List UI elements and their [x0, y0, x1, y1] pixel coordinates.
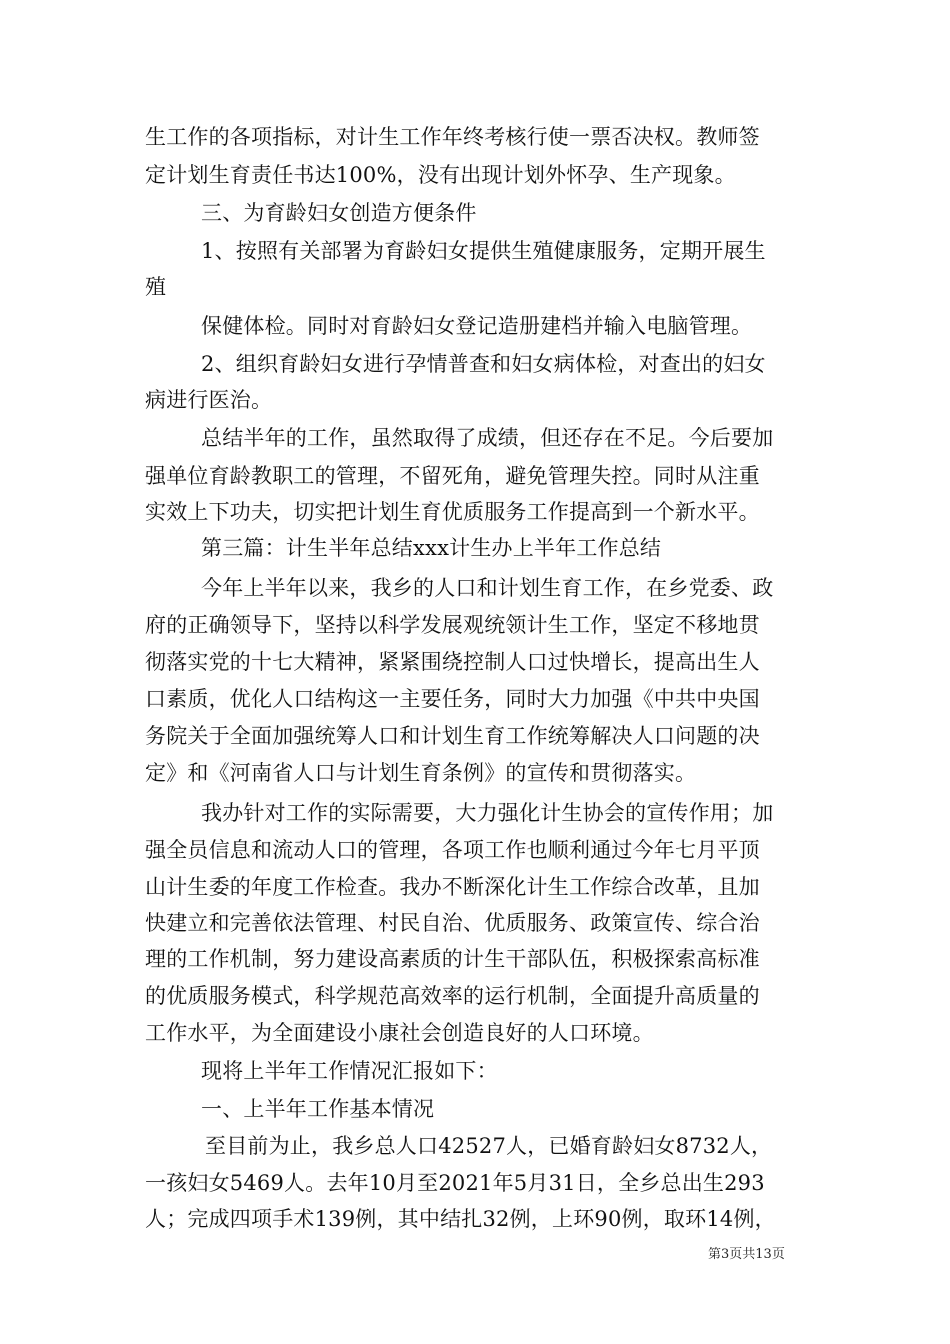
text-line: 强单位育龄教职工的管理，不留死角，避免管理失控。同时从注重 [145, 464, 760, 488]
text-line: 府的正确领导下，坚持以科学发展观统领计生工作，坚定不移地贯 [145, 613, 760, 637]
text-line: 定计划生育责任书达100%，没有出现计划外怀孕、生产现象。 [145, 163, 736, 187]
text-line: 2、组织育龄妇女进行孕情普查和妇女病体检，对查出的妇女 [201, 352, 766, 376]
text-line: 理的工作机制，努力建设高素质的计生干部队伍，积极探索高标准 [145, 947, 760, 971]
text-line: 人；完成四项手术139例，其中结扎32例，上环90例，取环14例， [145, 1207, 776, 1231]
text-line: 生工作的各项指标，对计生工作年终考核行使一票否决权。教师签 [145, 125, 760, 149]
section-heading: 三、为育龄妇女创造方便条件 [201, 201, 477, 225]
text-line: 殖 [145, 275, 167, 299]
text-line: 的优质服务模式，科学规范高效率的运行机制，全面提升高质量的 [145, 984, 760, 1008]
text-line: 工作水平，为全面建设小康社会创造良好的人口环境。 [145, 1021, 654, 1045]
text-line: 我办针对工作的实际需要，大力强化计生协会的宣传作用；加 [201, 801, 774, 825]
text-line: 保健体检。同时对育龄妇女登记造册建档并输入电脑管理。 [201, 314, 753, 338]
page-number: 第3页共13页 [708, 1247, 785, 1262]
section-heading: 一、上半年工作基本情况 [201, 1097, 435, 1121]
text-line: 今年上半年以来，我乡的人口和计划生育工作，在乡党委、政 [201, 576, 774, 600]
text-line: 定》和《河南省人口与计划生育条例》的宣传和贯彻落实。 [145, 761, 697, 785]
text-line: 强全员信息和流动人口的管理，各项工作也顺利通过今年七月平顶 [145, 838, 760, 862]
text-line: 山计生委的年度工作检查。我办不断深化计生工作综合改革，且加 [145, 875, 760, 899]
text-line: 口素质，优化人口结构这一主要任务，同时大力加强《中共中央国 [145, 687, 760, 711]
text-line: 彻落实党的十七大精神，紧紧围绕控制人口过快增长，提高出生人 [145, 650, 760, 674]
text-line: 总结半年的工作，虽然取得了成绩，但还存在不足。今后要加 [201, 426, 774, 450]
text-line: 1、按照有关部署为育龄妇女提供生殖健康服务，定期开展生 [201, 239, 766, 263]
text-line: 快建立和完善依法管理、村民自治、优质服务、政策宣传、综合治 [145, 911, 760, 935]
text-line: 实效上下功夫，切实把计划生育优质服务工作提高到一个新水平。 [145, 500, 760, 524]
text-line: 至目前为止，我乡总人口42527人，已婚育龄妇女8732人， [205, 1134, 773, 1158]
text-line: 一孩妇女5469人。去年10月至2021年5月31日，全乡总出生293 [145, 1171, 765, 1195]
text-line: 务院关于全面加强统筹人口和计划生育工作统筹解决人口问题的决 [145, 724, 760, 748]
text-line: 病进行医治。 [145, 388, 273, 412]
text-line: 现将上半年工作情况汇报如下： [201, 1059, 498, 1083]
article-title: 第三篇：计生半年总结xxx计生办上半年工作总结 [201, 536, 662, 560]
